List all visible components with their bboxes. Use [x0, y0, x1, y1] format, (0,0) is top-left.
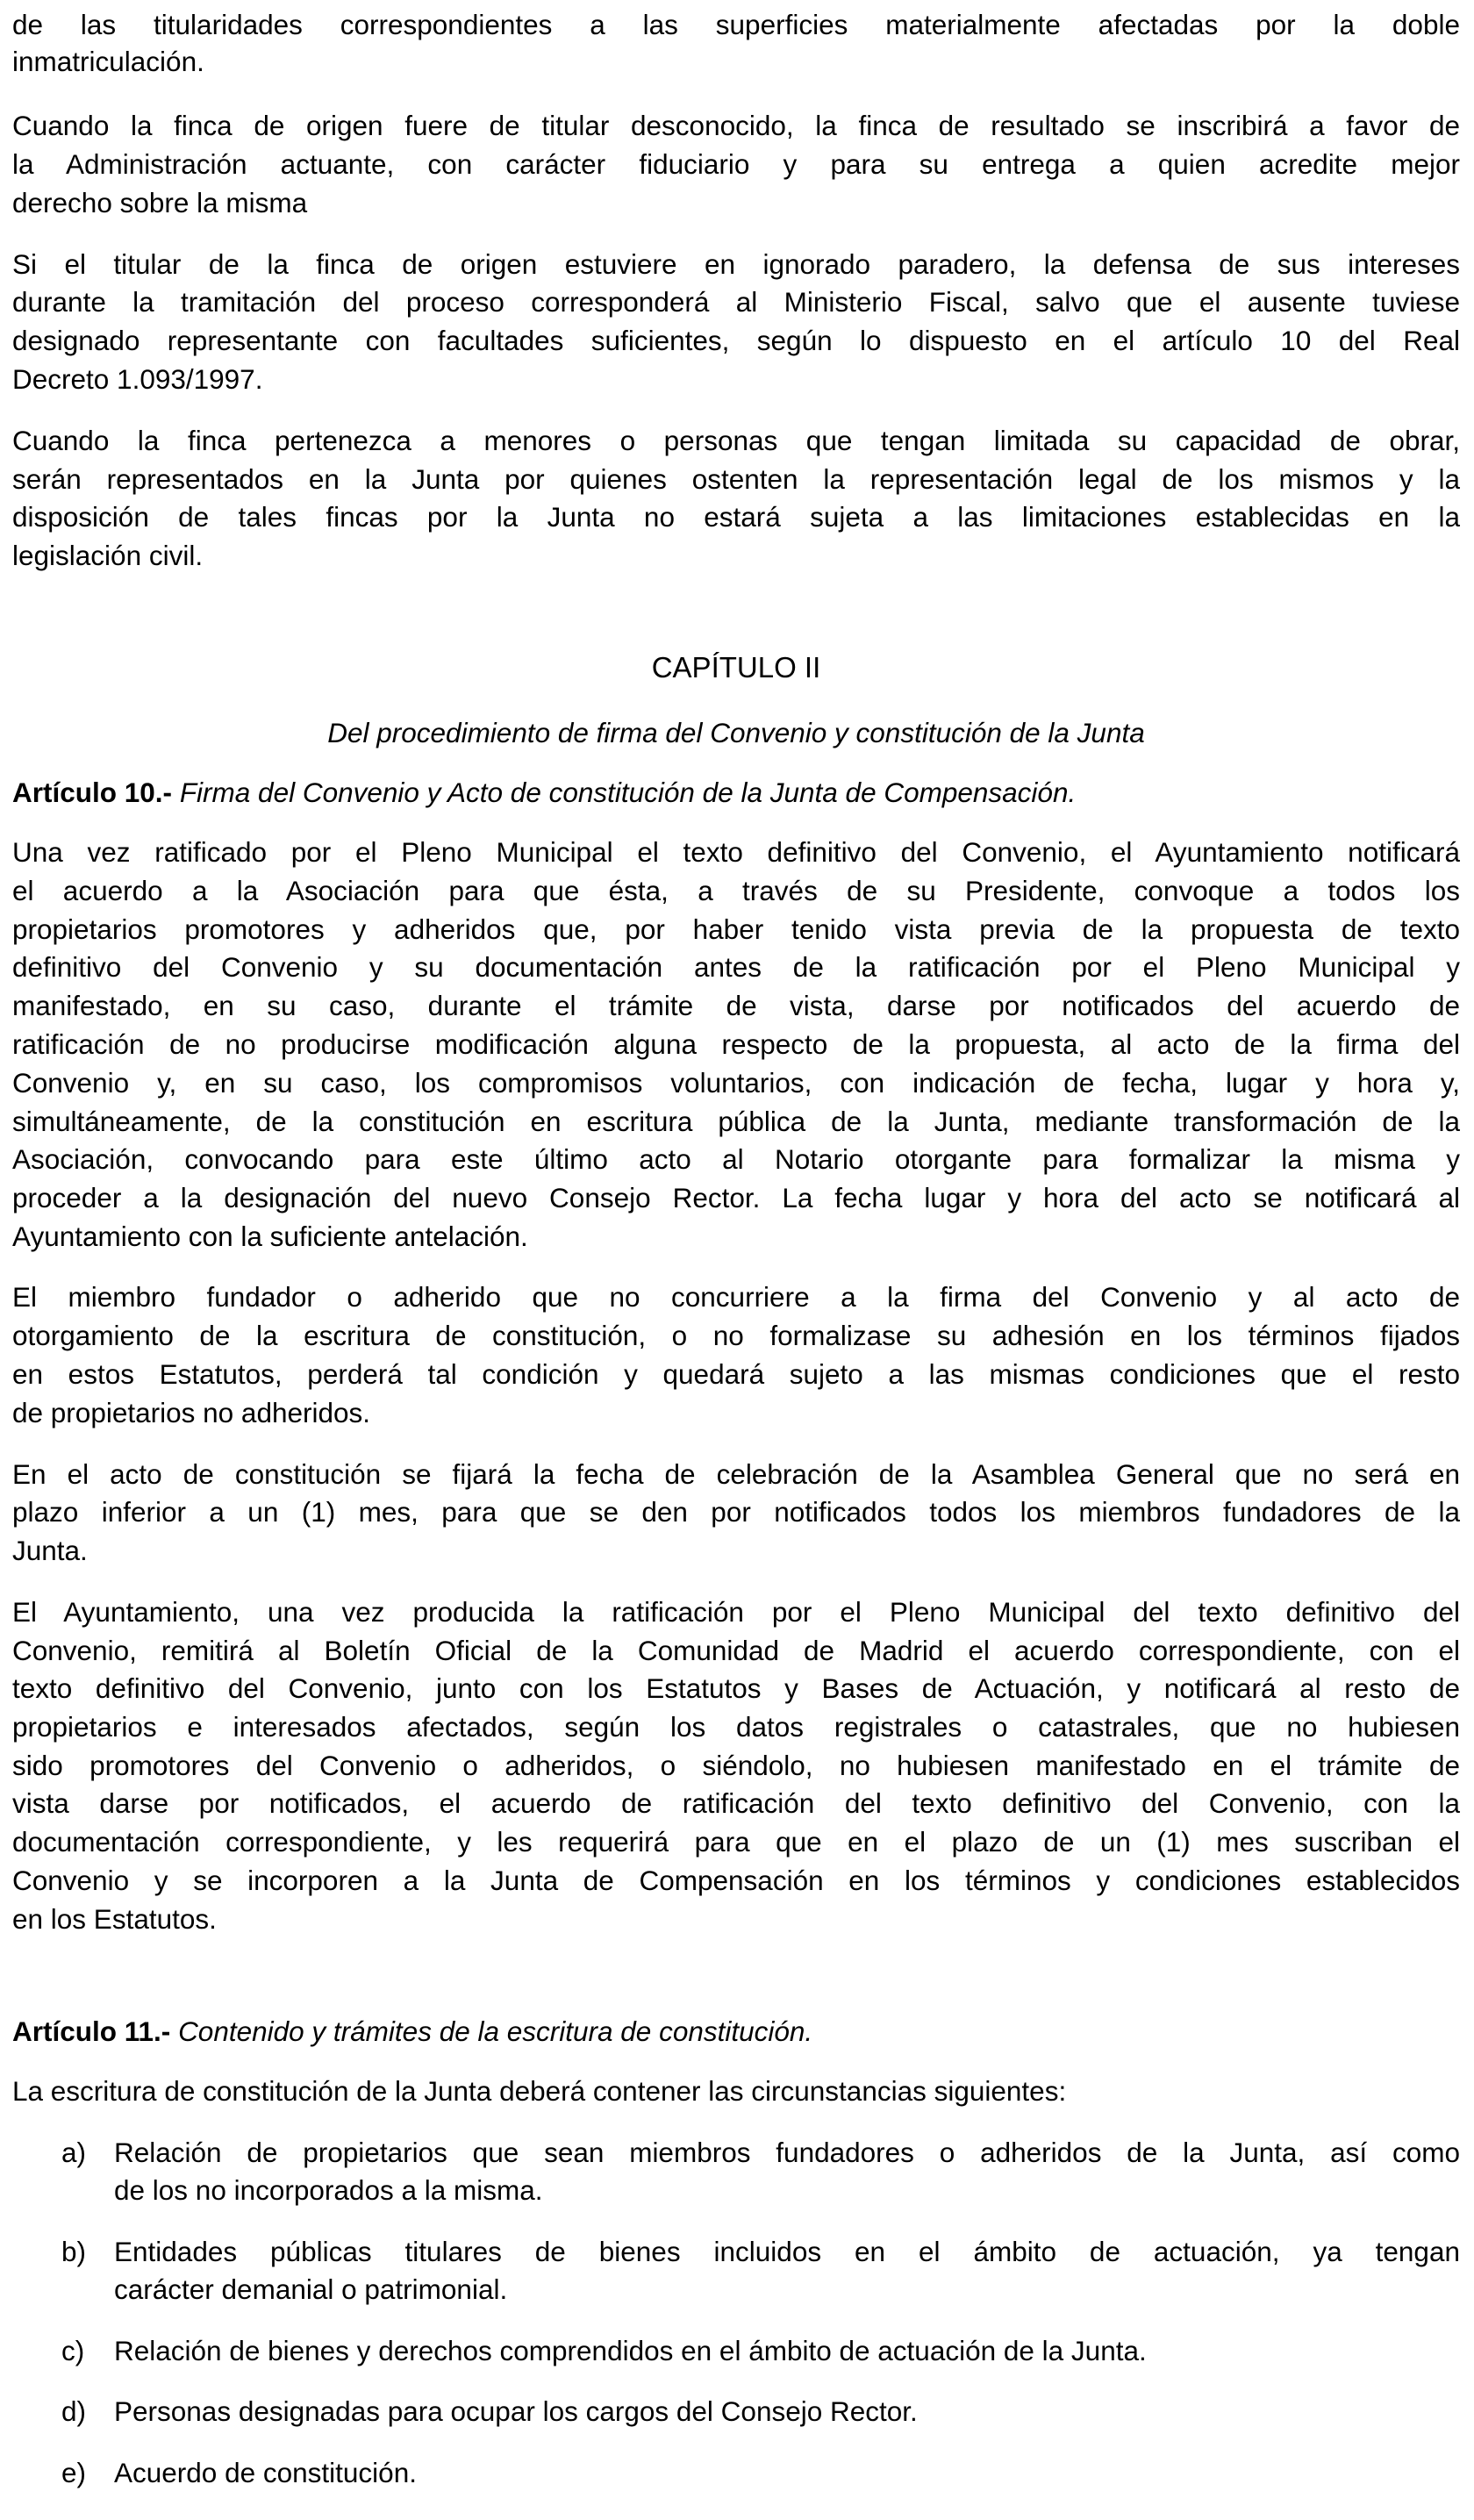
paragraph-line: de propietarios no adheridos. — [12, 1397, 371, 1428]
paragraph-line: Decreto 1.093/1997. — [12, 363, 263, 395]
article-10-heading — [12, 777, 1460, 808]
paragraph-line: Ayuntamiento con la suficiente antelación. — [12, 1221, 528, 1252]
paragraph-line: El miembro fundador o adherido que no concurriere a la firma del Convenio y al acto de — [12, 1281, 1460, 1313]
paragraph-line: Una vez ratificado por el Pleno Municipal el texto definitivo del Convenio, el Ayuntamiento notificará — [12, 836, 1460, 868]
paragraph-line: Convenio, remitirá al Boletín Oficial de la Comunidad de Madrid el acuerdo correspondiente, con el — [12, 1635, 1460, 1666]
paragraph-line: Si el titular de la finca de origen estuviere en ignorado paradero, la defensa de sus intereses — [12, 248, 1460, 280]
paragraph-line: manifestado, en su caso, durante el trámite de vista, darse por notificados del acuerdo de — [12, 990, 1460, 1021]
paragraph-line: Junta. — [12, 1535, 88, 1566]
list-marker: e) — [61, 2457, 87, 2488]
paragraph-line: derecho sobre la misma — [12, 187, 308, 218]
paragraph-line: proceder a la designación del nuevo Consejo Rector. La fecha lugar y hora del acto se notificará al — [12, 1182, 1460, 1213]
article-11-intro: La escritura de constitución de la Junta deberá contener las circunstancias siguientes: — [12, 2075, 1067, 2107]
paragraph-line: Convenio y se incorporen a la Junta de Compensación en los términos y condiciones establecidos — [12, 1865, 1460, 1896]
article-11-heading — [12, 2015, 1460, 2047]
chapter-subtitle: Del procedimiento de firma del Convenio y constitución de la Junta — [327, 717, 1145, 748]
article-10-label: Artículo 10.- — [12, 777, 173, 808]
list-marker: d) — [61, 2395, 87, 2427]
paragraph-line: legislación civil. — [12, 540, 204, 571]
article-11-title: Contenido y trámites de la escritura de constitución. — [178, 2015, 813, 2047]
paragraph-line: ratificación de no producirse modificación alguna respecto de la propuesta, al acto de la firma del — [12, 1028, 1460, 1060]
paragraph-line: plazo inferior a un (1) mes, para que se den por notificados todos los miembros fundadores de la — [12, 1496, 1460, 1528]
paragraph-line: En el acto de constitución se fijará la fecha de celebración de la Asamblea General que no será en — [12, 1458, 1460, 1490]
paragraph-line: Convenio y, en su caso, los compromisos voluntarios, con indicación de fecha, lugar y hora y, — [12, 1067, 1460, 1099]
article-11-label: Artículo 11.- — [12, 2015, 171, 2047]
paragraph-line: definitivo del Convenio y su documentación antes de la ratificación por el Pleno Municipal y — [12, 951, 1460, 983]
list-marker: a) — [61, 2137, 87, 2168]
paragraph-line: la Administración actuante, con carácter fiduciario y para su entrega a quien acredite mejor — [12, 148, 1460, 180]
paragraph-line: durante la tramitación del proceso corresponderá al Ministerio Fiscal, salvo que el ausente tuviese — [12, 286, 1460, 318]
paragraph-line: propietarios promotores y adheridos que, por haber tenido vista previa de la propuesta de texto — [12, 913, 1460, 945]
paragraph-line: el acuerdo a la Asociación para que ésta, a través de su Presidente, convoque a todos los — [12, 875, 1460, 906]
list-item-line: carácter demanial o patrimonial. — [114, 2273, 508, 2305]
list-item-line: de los no incorporados a la misma. — [114, 2174, 543, 2206]
chapter-title: CAPÍTULO II — [651, 651, 821, 684]
paragraph-top-line: de las titularidades correspondientes a las superficies materialmente afectadas por la doble — [12, 9, 1460, 40]
list-item-line: Relación de propietarios que sean miembros fundadores o adheridos de la Junta, así como — [114, 2137, 1460, 2168]
paragraph-line: vista darse por notificados, el acuerdo de ratificación del texto definitivo del Convenio, con la — [12, 1787, 1460, 1819]
paragraph-line: Asociación, convocando para este último acto al Notario otorgante para formalizar la misma y — [12, 1143, 1460, 1175]
list-item-line: Acuerdo de constitución. — [114, 2457, 417, 2488]
list-item-line: Entidades públicas titulares de bienes incluidos en el ámbito de actuación, ya tengan — [114, 2236, 1460, 2267]
list-marker: b) — [61, 2236, 87, 2267]
paragraph-line: Cuando la finca de origen fuere de titular desconocido, la finca de resultado se inscribirá a favor de — [12, 110, 1460, 141]
paragraph-line: otorgamiento de la escritura de constitución, o no formalizase su adhesión en los términos fijados — [12, 1320, 1460, 1351]
paragraph-top-line: inmatriculación. — [12, 46, 204, 77]
paragraph-line: en los Estatutos. — [12, 1903, 217, 1935]
paragraph-line: simultáneamente, de la constitución en escritura pública de la Junta, mediante transformación de la — [12, 1106, 1460, 1137]
paragraph-line: disposición de tales fincas por la Junta no estará sujeta a las limitaciones establecidas en la — [12, 501, 1460, 533]
list-item-line: Personas designadas para ocupar los cargos del Consejo Rector. — [114, 2395, 918, 2427]
paragraph-line: en estos Estatutos, perderá tal condición y quedará sujeto a las mismas condiciones que el resto — [12, 1358, 1460, 1390]
paragraph-line: Cuando la finca pertenezca a menores o personas que tengan limitada su capacidad de obrar, — [12, 425, 1460, 456]
list-marker: c) — [61, 2335, 85, 2366]
list-item-line: Relación de bienes y derechos comprendidos en el ámbito de actuación de la Junta. — [114, 2335, 1147, 2366]
paragraph-line: propietarios e interesados afectados, según los datos registrales o catastrales, que no hubiesen — [12, 1711, 1460, 1743]
paragraph-line: serán representados en la Junta por quienes ostenten la representación legal de los mismos y la — [12, 463, 1460, 495]
paragraph-line: El Ayuntamiento, una vez producida la ratificación por el Pleno Municipal del texto definitivo del — [12, 1596, 1460, 1628]
paragraph-line: sido promotores del Convenio o adheridos, o siéndolo, no hubiesen manifestado en el trámite de — [12, 1750, 1460, 1781]
paragraph-line: texto definitivo del Convenio, junto con los Estatutos y Bases de Actuación, y notificará al resto de — [12, 1672, 1460, 1704]
paragraph-line: documentación correspondiente, y les requerirá para que en el plazo de un (1) mes suscriban el — [12, 1826, 1460, 1858]
paragraph-line: designado representante con facultades suficientes, según lo dispuesto en el artículo 10 del Real — [12, 325, 1460, 356]
article-10-title: Firma del Convenio y Acto de constitución de la Junta de Compensación. — [179, 777, 1077, 808]
